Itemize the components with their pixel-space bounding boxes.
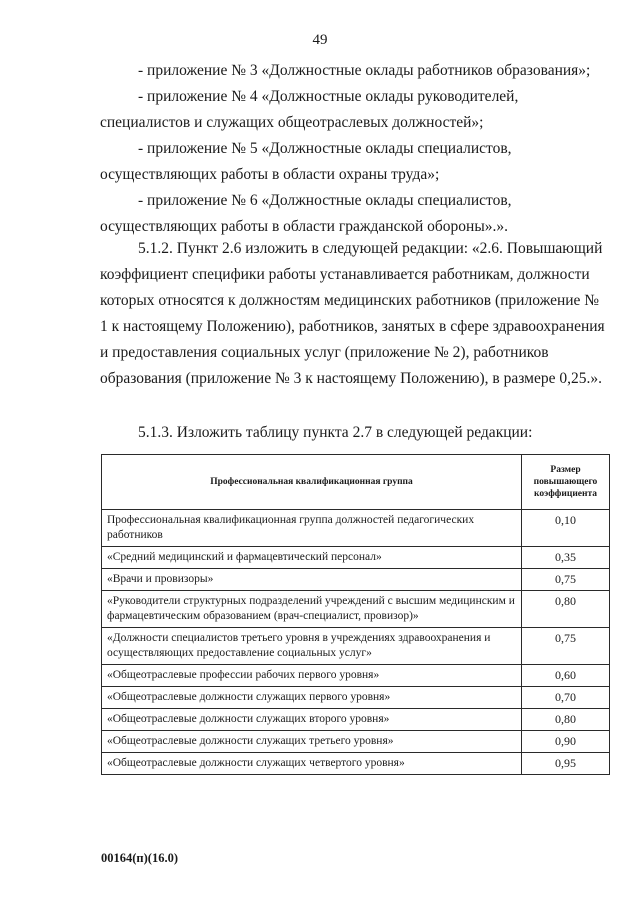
table-row bbox=[102, 510, 610, 547]
appendix-4-item bbox=[100, 84, 605, 136]
group-cell: «Общеотраслевые профессии рабочих первого уровня» bbox=[102, 665, 522, 687]
header-coefficient: Размер повышающего коэффициента bbox=[522, 455, 610, 510]
appendix-5-text: - приложение № 5 «Должностные оклады специалистов, осуществляющих работы в области охраны труда»; bbox=[100, 140, 512, 183]
table-row bbox=[102, 687, 610, 709]
appendix-5-item bbox=[100, 136, 605, 188]
clause-5-1-3 bbox=[100, 420, 605, 446]
coefficient-cell: 0,10 bbox=[522, 510, 610, 547]
coefficient-cell: 0,95 bbox=[522, 753, 610, 775]
clause-5-1-3-text: 5.1.3. Изложить таблицу пункта 2.7 в следующей редакции: bbox=[138, 424, 533, 441]
appendix-3-item bbox=[100, 58, 605, 84]
table-row bbox=[102, 731, 610, 753]
header-qualification-group: Профессиональная квалификационная группа bbox=[102, 455, 522, 510]
group-cell: «Общеотраслевые должности служащих второго уровня» bbox=[102, 709, 522, 731]
appendix-6-text: - приложение № 6 «Должностные оклады специалистов, осуществляющих работы в области гражданской обороны».». bbox=[100, 192, 512, 235]
table-header-row bbox=[102, 455, 610, 510]
clause-5-1-2 bbox=[100, 236, 605, 392]
page-number: 49 bbox=[312, 32, 328, 48]
coefficient-cell: 0,60 bbox=[522, 665, 610, 687]
appendix-6-item bbox=[100, 188, 605, 240]
clause-5-1-2-text: 5.1.2. Пункт 2.6 изложить в следующей редакции: «2.6. Повышающий коэффициент специфики работы устанавливается работникам, должности которых относятся к должностям медицинских работников (приложение № 1 к настоящему Положению), работников, занятых в сфере здравоохранения и предоставления социальных услуг (приложение № 2), работников образования (приложение № 3 к настоящему Положению), в размере 0,25.». bbox=[100, 240, 605, 387]
group-cell: «Руководители структурных подразделений учреждений с высшим медицинским и фармацевтическим образованием (врач-специалист, провизор)» bbox=[102, 591, 522, 628]
group-cell: «Врачи и провизоры» bbox=[102, 569, 522, 591]
table-row bbox=[102, 709, 610, 731]
table-row bbox=[102, 591, 610, 628]
table-row bbox=[102, 628, 610, 665]
coefficient-cell: 0,75 bbox=[522, 628, 610, 665]
group-cell: «Общеотраслевые должности служащих четвертого уровня» bbox=[102, 753, 522, 775]
coefficient-cell: 0,35 bbox=[522, 547, 610, 569]
table-row bbox=[102, 547, 610, 569]
group-cell: «Общеотраслевые должности служащих первого уровня» bbox=[102, 687, 522, 709]
coefficient-cell: 0,90 bbox=[522, 731, 610, 753]
appendix-4-text: - приложение № 4 «Должностные оклады руководителей, специалистов и служащих общеотраслевых должностей»; bbox=[100, 88, 519, 131]
coefficient-cell: 0,75 bbox=[522, 569, 610, 591]
coefficient-cell: 0,80 bbox=[522, 709, 610, 731]
appendix-3-text: - приложение № 3 «Должностные оклады работников образования»; bbox=[138, 62, 591, 79]
group-cell: «Средний медицинский и фармацевтический персонал» bbox=[102, 547, 522, 569]
table-row bbox=[102, 665, 610, 687]
group-cell: «Общеотраслевые должности служащих третьего уровня» bbox=[102, 731, 522, 753]
group-cell: «Должности специалистов третьего уровня в учреждениях здравоохранения и осуществляющих предоставление социальных услуг» bbox=[102, 628, 522, 665]
coefficient-cell: 0,80 bbox=[522, 591, 610, 628]
document-code: 00164(п)(16.0) bbox=[101, 851, 178, 865]
group-cell: Профессиональная квалификационная группа должностей педагогических работников bbox=[102, 510, 522, 547]
table-row bbox=[102, 569, 610, 591]
coefficient-table bbox=[101, 454, 610, 775]
table-row bbox=[102, 753, 610, 775]
coefficient-cell: 0,70 bbox=[522, 687, 610, 709]
